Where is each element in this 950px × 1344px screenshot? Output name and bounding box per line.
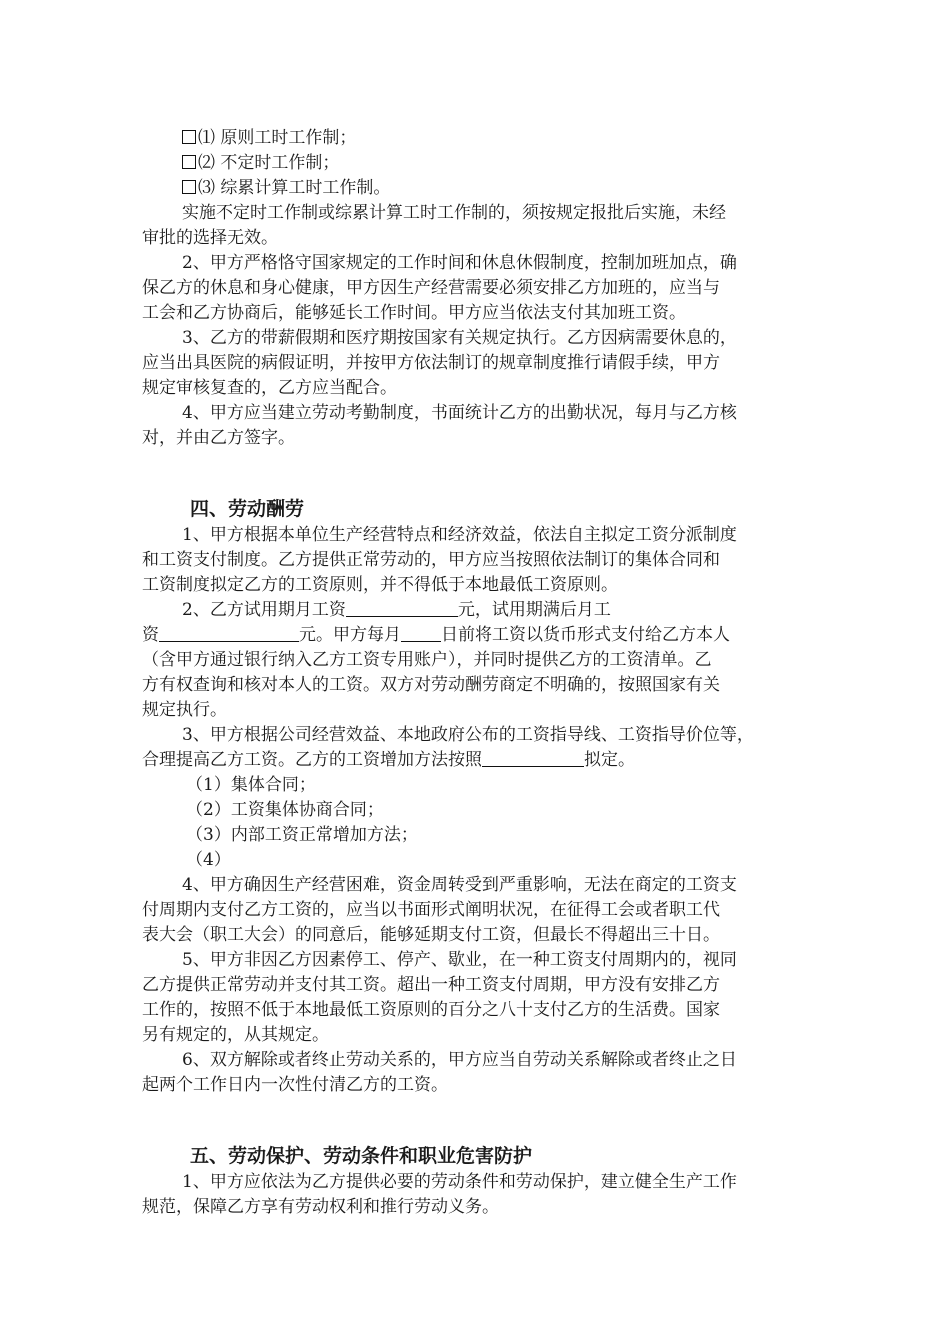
list-item: （1）集体合同； [186,775,316,795]
paragraph-line: 对，并由乙方签字。 [142,428,295,448]
paragraph-line: 4、甲方应当建立劳动考勤制度，书面统计乙方的出勤状况，每月与乙方核 [182,403,737,423]
paragraph-line: 2、甲方严格恪守国家规定的工作时间和休息休假制度，控制加班加点，确 [182,253,737,273]
paragraph-line: 1、甲方根据本单位生产经营特点和经济效益，依法自主拟定工资分派制度 [182,525,737,545]
checkbox-option-1[interactable]: ⑴ 原则工时工作制； [182,126,356,150]
paragraph-line: 乙方提供正常劳动并支付其工资。超出一种工资支付周期，甲方没有安排乙方 [142,975,720,995]
paragraph-line: 资 元。甲方每月 日前将工资以货币形式支付给乙方本人 [142,625,730,645]
paragraph-line: 3、乙方的带薪假期和医疗期按国家有关规定执行。乙方因病需要休息的， [182,328,737,348]
paragraph-line: 审批的选择无效。 [142,228,278,248]
checkbox-icon[interactable] [182,180,196,194]
checkbox-icon[interactable] [182,155,196,169]
section-heading: 四、劳动酬劳 [190,498,305,520]
salary-blank[interactable] [159,623,299,642]
list-item: （2）工资集体协商合同； [186,800,384,820]
checkbox-icon[interactable] [182,130,196,144]
paragraph-line: 表大会（职工大会）的同意后，能够延期支付工资，但最长不得超出三十日。 [142,925,720,945]
list-item: （4） [186,850,231,870]
paragraph-line: 5、甲方非因乙方因素停工、停产、歇业，在一种工资支付周期内的，视同 [182,950,737,970]
paragraph-line: 规定执行。 [142,700,227,720]
section-heading: 五、劳动保护、劳动条件和职业危害防护 [190,1145,533,1167]
paragraph-line: 和工资支付制度。乙方提供正常劳动的，甲方应当按照依法制订的集体合同和 [142,550,720,570]
paragraph-line: 工会和乙方协商后，能够延长工作时间。甲方应当依法支付其加班工资。 [142,303,686,323]
paragraph-line: 2、乙方试用期月工资 元，试用期满后月工 [182,600,611,620]
paragraph-line: 起两个工作日内一次性付清乙方的工资。 [142,1075,448,1095]
paragraph-line: （含甲方通过银行纳入乙方工资专用账户），并同时提供乙方的工资清单。乙 [142,650,712,670]
paragraph-line: 另有规定的，从其规定。 [142,1025,329,1045]
checkbox-option-3[interactable]: ⑶ 综累计算工时工作制。 [182,176,390,200]
paragraph-line: 4、甲方确因生产经营困难，资金周转受到严重影响，无法在商定的工资支 [182,875,737,895]
paragraph-line: 6、双方解除或者终止劳动关系的，甲方应当自劳动关系解除或者终止之日 [182,1050,737,1070]
paragraph-line: 保乙方的休息和身心健康，甲方因生产经营需要必须安排乙方加班的，应当与 [142,278,720,298]
paragraph-line: 1、甲方应依法为乙方提供必要的劳动条件和劳动保护，建立健全生产工作 [182,1172,737,1192]
paragraph-line: 方有权查询和核对本人的工资。双方对劳动酬劳商定不明确的，按照国家有关 [142,675,720,695]
paragraph-line: 实施不定时工作制或综累计算工时工作制的，须按规定报批后实施，未经 [182,203,726,223]
checkbox-option-2[interactable]: ⑵ 不定时工作制； [182,151,339,175]
probation-salary-blank[interactable] [346,598,458,617]
paragraph-line: 合理提高乙方工资。乙方的工资增加方法按照 拟定。 [142,750,635,770]
paragraph-line: 规定审核复查的，乙方应当配合。 [142,378,397,398]
paragraph-line: 应当出具医院的病假证明，并按甲方依法制订的规章制度推行请假手续，甲方 [142,353,720,373]
paragraph-line: 3、甲方根据公司经营效益、本地政府公布的工资指导线、工资指导价位等， [182,725,754,745]
payday-blank[interactable] [401,623,441,642]
raise-method-blank[interactable] [482,748,584,767]
paragraph-line: 工作的，按照不低于本地最低工资原则的百分之八十支付乙方的生活费。国家 [142,1000,720,1020]
paragraph-line: 付周期内支付乙方工资的，应当以书面形式阐明状况，在征得工会或者职工代 [142,900,720,920]
paragraph-line: 工资制度拟定乙方的工资原则，并不得低于本地最低工资原则。 [142,575,618,595]
paragraph-line: 规范，保障乙方享有劳动权利和推行劳动义务。 [142,1197,499,1217]
list-item: （3）内部工资正常增加方法； [186,825,418,845]
